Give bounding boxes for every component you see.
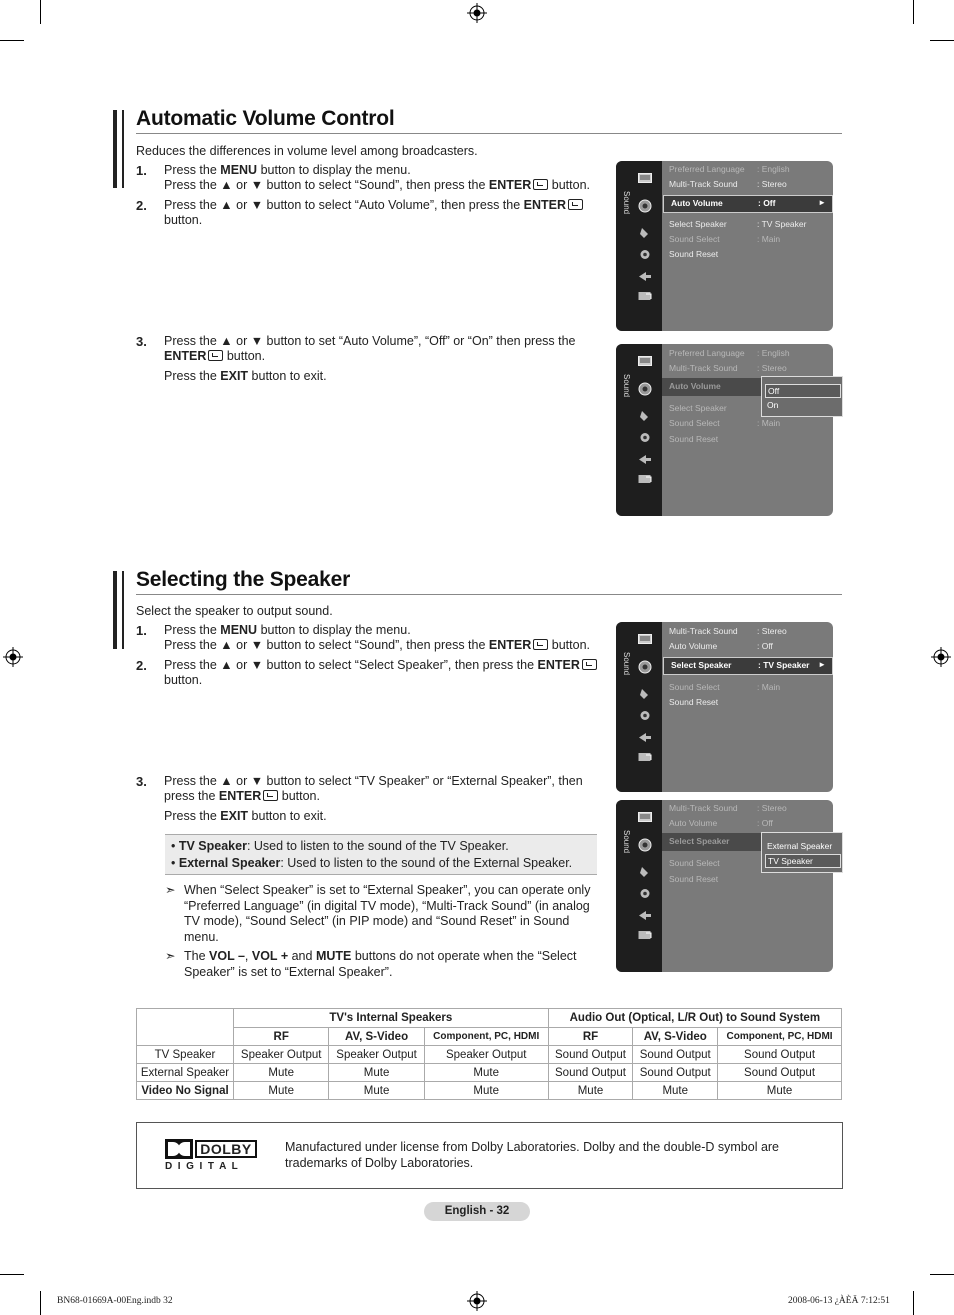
registration-mark-icon [467, 3, 487, 23]
osd-row[interactable]: Select Speaker : TV Speaker [669, 219, 807, 229]
option-on[interactable]: On [767, 400, 779, 410]
osd-menu-sound-auto-volume [616, 161, 833, 331]
speaker-output-table [136, 1008, 842, 1100]
section-bar [113, 110, 117, 188]
table-cell: Sound Output [718, 1046, 842, 1064]
footer-file: BN68-01669A-00Eng.indb 32 [57, 1296, 173, 1306]
dolby-digital-label: D I G I T A L [165, 1161, 240, 1172]
gear-icon [638, 432, 652, 443]
note-volume-buttons: ➣ The VOL –, VOL + and MUTE buttons do not operate when the “Select Speaker” is set to “External Speaker”. [165, 949, 577, 979]
table-column-header: AV, S-Video [329, 1028, 424, 1046]
gear-icon [638, 249, 652, 260]
sound-icon [638, 198, 652, 214]
osd-row[interactable]: Sound Select [669, 858, 720, 868]
osd-row[interactable]: Sound Reset [669, 874, 719, 884]
gear-icon [638, 710, 652, 721]
osd-row[interactable]: Preferred Language : English [669, 164, 790, 174]
channel-icon [638, 867, 652, 878]
registration-mark-icon [467, 1291, 487, 1311]
osd-row[interactable]: Multi-Track Sound : Stereo [669, 363, 787, 373]
step-1: 1. Press the MENU button to display the menu. Press the ▲ or ▼ button to select “Sound”, then press the ENTER button. [136, 623, 590, 652]
crop-mark [0, 40, 24, 41]
osd-row[interactable]: Multi-Track Sound : Stereo [669, 626, 787, 636]
application-icon [638, 752, 652, 763]
speaker-dropdown [761, 832, 843, 873]
osd-row-selected[interactable]: Auto Volume : Off ► [663, 195, 833, 213]
osd-row[interactable]: Auto Volume : Off [669, 818, 773, 828]
input-icon [638, 271, 652, 282]
picture-icon [638, 634, 652, 645]
table-cell: Mute [633, 1082, 718, 1100]
osd-row-selected[interactable]: Select Speaker : TV Speaker ► [663, 657, 833, 675]
table-header-row [137, 1009, 842, 1028]
osd-menu-select-speaker [616, 622, 833, 792]
crop-mark [913, 0, 914, 24]
section-title: Automatic Volume Control [136, 107, 395, 130]
channel-icon [638, 411, 652, 422]
note-external-speaker: ➣ When “Select Speaker” is set to “External Speaker”, you can operate only “Preferred Language” (in digital TV mode), “Multi-Track Sound” (in analog TV mode), “Sound Select” (in PIP mode) and “Sound Reset” in Sound menu. [165, 883, 591, 944]
table-cell: Speaker Output [234, 1046, 329, 1064]
step-2: 2. Press the ▲ or ▼ button to select “Auto Volume”, then press the ENTER button. [136, 198, 616, 230]
section-intro: Select the speaker to output sound. [136, 604, 333, 618]
table-column-header: RF [234, 1028, 329, 1046]
table-subheader-row [137, 1028, 842, 1046]
osd-row[interactable]: Sound Reset [669, 434, 719, 444]
table-column-header: AV, S-Video [633, 1028, 718, 1046]
table-cell: Speaker Output [329, 1046, 424, 1064]
table-cell: Sound Output [633, 1046, 718, 1064]
osd-row[interactable]: Sound Reset [669, 249, 719, 259]
table-cell: Sound Output [633, 1064, 718, 1082]
speaker-options-box [165, 834, 597, 875]
dolby-license-text: Manufactured under license from Dolby Laboratories. Dolby and the double-D symbol are trademarks of Dolby Laboratories. [285, 1140, 780, 1170]
note-arrow-icon: ➣ [165, 883, 176, 897]
step-3: 3. Press the ▲ or ▼ button to set “Auto Volume”, “Off” or “On” then press the ENTER button. Press the EXIT button to exit. [136, 334, 576, 383]
table-cell: Mute [424, 1064, 548, 1082]
table-cell: Mute [424, 1082, 548, 1100]
table-cell: Mute [718, 1082, 842, 1100]
table-cell: Sound Output [548, 1064, 633, 1082]
input-icon [638, 732, 652, 743]
table-cell: Mute [234, 1082, 329, 1100]
application-icon [638, 474, 652, 485]
table-cell: Sound Output [718, 1064, 842, 1082]
bullet-external-speaker: • External Speaker: Used to listen to the sound of the External Speaker. [171, 856, 573, 870]
osd-menu-speaker-options [616, 800, 833, 972]
crop-mark [930, 40, 954, 41]
arrow-right-icon: ► [818, 660, 826, 669]
page-number: English - 32 [424, 1202, 530, 1221]
sound-icon [638, 659, 652, 675]
table-column-header: Component, PC, HDMI [424, 1028, 548, 1046]
osd-row[interactable]: Multi-Track Sound : Stereo [669, 179, 787, 189]
dolby-license-box [136, 1122, 843, 1189]
note-arrow-icon: ➣ [165, 949, 176, 963]
osd-row[interactable]: Sound Reset [669, 697, 719, 707]
bullet-tv-speaker: • TV Speaker: Used to listen to the sound of the TV Speaker. [171, 839, 509, 853]
application-icon [638, 291, 652, 302]
footer-timestamp: 2008-06-13 ¿ÀÈÄ 7:12:51 [788, 1296, 890, 1306]
table-cell: Mute [548, 1082, 633, 1100]
osd-row[interactable]: Sound Select : Main [669, 234, 781, 244]
section-intro: Reduces the differences in volume level among broadcasters. [136, 144, 478, 158]
input-icon [638, 454, 652, 465]
double-d-icon [165, 1139, 193, 1159]
picture-icon [638, 356, 652, 367]
step-3: 3. Press the ▲ or ▼ button to select “TV Speaker” or “External Speaker”, then press the ENTER button. Press the EXIT button to exit. [136, 774, 583, 823]
dolby-digital-logo [165, 1139, 261, 1173]
table-row-header: TV Speaker [137, 1046, 234, 1064]
section-bar [113, 571, 117, 649]
osd-side-label: Sound [622, 830, 631, 854]
channel-icon [638, 228, 652, 239]
application-icon [638, 930, 652, 941]
osd-row[interactable]: Preferred Language : English [669, 348, 790, 358]
section-bar [122, 110, 124, 188]
table-column-header: Component, PC, HDMI [718, 1028, 842, 1046]
section-bar [122, 571, 124, 649]
table-row [137, 1082, 842, 1100]
enter-icon [263, 790, 278, 801]
enter-icon [568, 199, 583, 210]
picture-icon [638, 173, 652, 184]
table-group-header: Audio Out (Optical, L/R Out) to Sound System [548, 1009, 841, 1028]
section-title: Selecting the Speaker [136, 568, 351, 591]
crop-mark [40, 1291, 41, 1315]
enter-icon [533, 179, 548, 190]
option-tv-speaker[interactable]: TV Speaker [765, 854, 841, 868]
table-row [137, 1064, 842, 1082]
table-cell: Sound Output [548, 1046, 633, 1064]
enter-icon [582, 659, 597, 670]
dolby-wordmark: DOLBY [195, 1140, 257, 1158]
picture-icon [638, 812, 652, 823]
table-cell: Mute [329, 1064, 424, 1082]
gear-icon [638, 888, 652, 899]
crop-mark [40, 0, 41, 24]
osd-row-active[interactable]: Select Speaker [662, 833, 833, 851]
option-external-speaker[interactable]: External Speaker [767, 841, 833, 851]
osd-row-active[interactable]: Auto Volume [662, 378, 833, 396]
osd-row[interactable]: Sound Select : Main [669, 418, 781, 428]
registration-mark-icon [3, 647, 23, 667]
option-off[interactable]: Off [765, 384, 841, 398]
input-icon [638, 910, 652, 921]
table-cell: Mute [234, 1064, 329, 1082]
table-cell: Mute [329, 1082, 424, 1100]
osd-menu-auto-volume-options [616, 344, 833, 516]
registration-mark-icon [931, 647, 951, 667]
enter-icon [533, 639, 548, 650]
osd-row[interactable]: Multi-Track Sound : Stereo [669, 803, 787, 813]
sound-icon [638, 381, 652, 397]
channel-icon [638, 689, 652, 700]
osd-side-label: Sound [622, 374, 631, 398]
table-column-header: RF [548, 1028, 633, 1046]
table-row-header: Video No Signal [137, 1082, 234, 1100]
section-rule [136, 133, 842, 134]
table-row [137, 1046, 842, 1064]
sound-icon [638, 837, 652, 853]
crop-mark [913, 1291, 914, 1315]
table-cell: Speaker Output [424, 1046, 548, 1064]
arrow-right-icon: ► [818, 198, 826, 207]
enter-icon [208, 350, 223, 361]
section-rule [136, 594, 842, 595]
step-1: 1. Press the MENU button to display the menu. Press the ▲ or ▼ button to select “Sound”, then press the ENTER button. [136, 163, 590, 192]
table-group-header: TV's Internal Speakers [234, 1009, 549, 1028]
crop-mark [0, 1274, 24, 1275]
table-row-header: External Speaker [137, 1064, 234, 1082]
auto-volume-dropdown [761, 376, 843, 417]
crop-mark [930, 1274, 954, 1275]
step-2: 2. Press the ▲ or ▼ button to select “Select Speaker”, then press the ENTER button. [136, 658, 616, 690]
osd-row[interactable]: Sound Select : Main [669, 682, 781, 692]
osd-row[interactable]: Select Speaker [669, 403, 727, 413]
osd-side-label: Sound [622, 652, 631, 676]
osd-side-label: Sound [622, 191, 631, 215]
osd-row[interactable]: Auto Volume : Off [669, 641, 773, 651]
